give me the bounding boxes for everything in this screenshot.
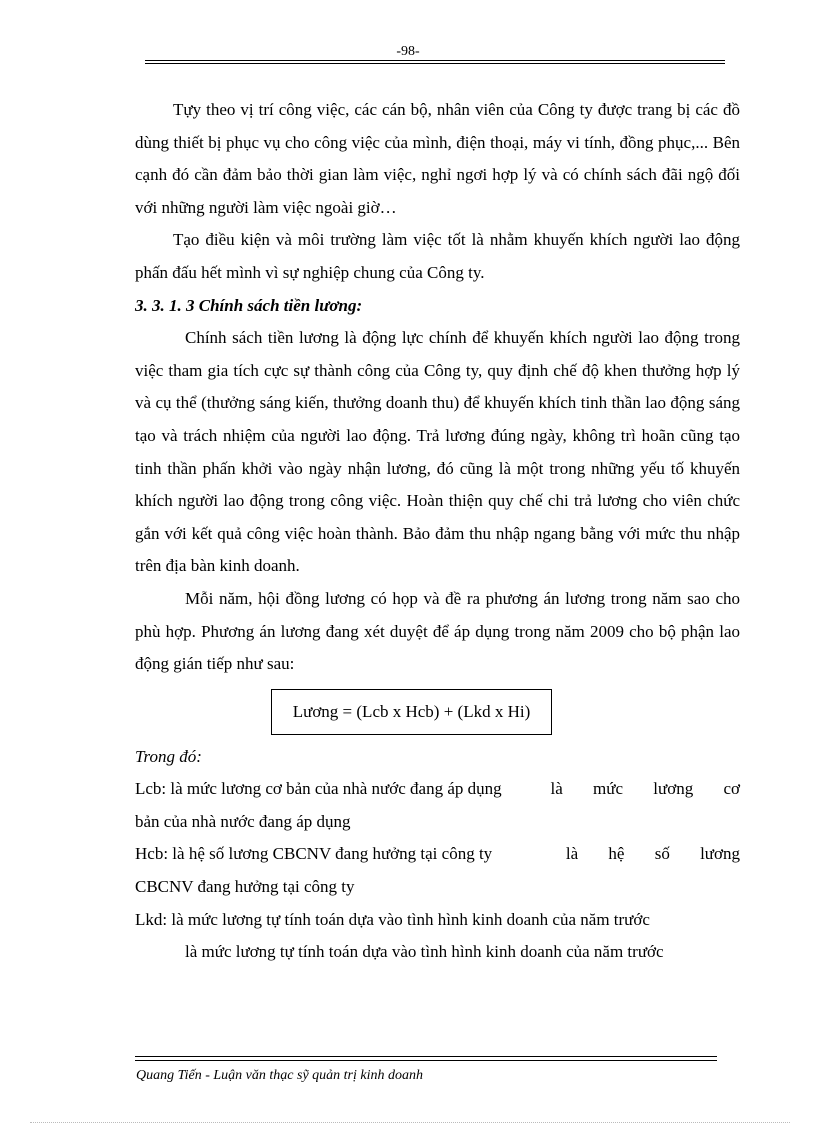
footer-text: Quang Tiến - Luận văn thạc sỹ quản trị kinh doanh <box>136 1068 423 1083</box>
definition-hcb-cont: CBCNV đang hưởng tại công ty <box>135 877 355 897</box>
definition-lcb-dup: là mức lương cơ <box>550 779 740 799</box>
definition-lcb-text: Lcb: là mức lương cơ bản của nhà nước đang áp dụng <box>135 779 502 799</box>
paragraph-environment: Tạo điều kiện và môi trường làm việc tốt là nhằm khuyến khích người lao động phấn đấu hết mình vì sự nghiệp chung của Công ty. <box>135 230 740 282</box>
paragraph-salary-policy: Chính sách tiền lương là động lực chính để khuyến khích người lao động trong việc tham gia tích cực sự thành công của Công ty, quy định chế độ khen thưởng hợp lý và cụ thể (thưởng sáng kiến, thưởng doanh thu) để khuyến khích tinh thần lao động sáng tạo và trách nhiệm của người lao động. Trả lương đúng ngày, không trì hoãn cũng tạo tinh thần phấn khởi vào ngày nhận lương, đó cũng là một trong những yếu tố khuyến khích người lao động trong công việc. Hoàn thiện quy chế chi trả lương cho viên chức gắn với kết quả công việc hoàn thành. Bảo đảm thu nhập ngang bằng với mức thu nhập trên địa bàn kinh doanh. <box>135 328 740 576</box>
header-rule <box>145 60 725 64</box>
definition-lkd-dup: là mức lương tự tính toán dựa vào tình hình kinh doanh của năm trước <box>185 942 664 962</box>
footer-rule-bottom <box>135 1060 717 1061</box>
definition-lcb <box>135 773 740 806</box>
document-body <box>135 94 740 969</box>
trong-do-label: Trong đó: <box>135 746 202 766</box>
section-heading: 3. 3. 1. 3 Chính sách tiền lương: <box>135 295 363 315</box>
salary-formula: Lương = (Lcb x Hcb) + (Lkd x Hi) <box>271 689 552 735</box>
formula-container <box>135 687 740 741</box>
definition-hcb-text: Hcb: là hệ số lương CBCNV đang hưởng tại công ty <box>135 844 493 864</box>
definition-hcb <box>135 838 740 871</box>
footer-rule-top <box>135 1056 717 1057</box>
definition-lcb-cont: bản của nhà nước đang áp dụng <box>135 811 351 831</box>
paragraph-equipment: Tựy theo vị trí công việc, các cán bộ, nhân viên của Công ty được trang bị các đồ dùng thiết bị phục vụ cho công việc của mình, điện thoại, máy vi tính, đồng phục,... Bên cạnh đó cần đảm bảo thời gian làm việc, nghỉ ngơi hợp lý và có chính sách đãi ngộ đối với những người làm việc ngoài giờ… <box>135 100 740 217</box>
definition-lkd: Lkd: là mức lương tự tính toán dựa vào tình hình kinh doanh của năm trước <box>135 909 650 929</box>
definition-hcb-dup: là hệ số lương <box>565 844 740 864</box>
page-number: -98- <box>396 44 420 59</box>
paragraph-salary-plan: Mỗi năm, hội đồng lương có họp và đề ra phương án lương trong năm sao cho phù hợp. Phương án lương đang xét duyệt để áp dụng trong năm 2009 cho bộ phận lao động gián tiếp như sau: <box>135 588 740 674</box>
